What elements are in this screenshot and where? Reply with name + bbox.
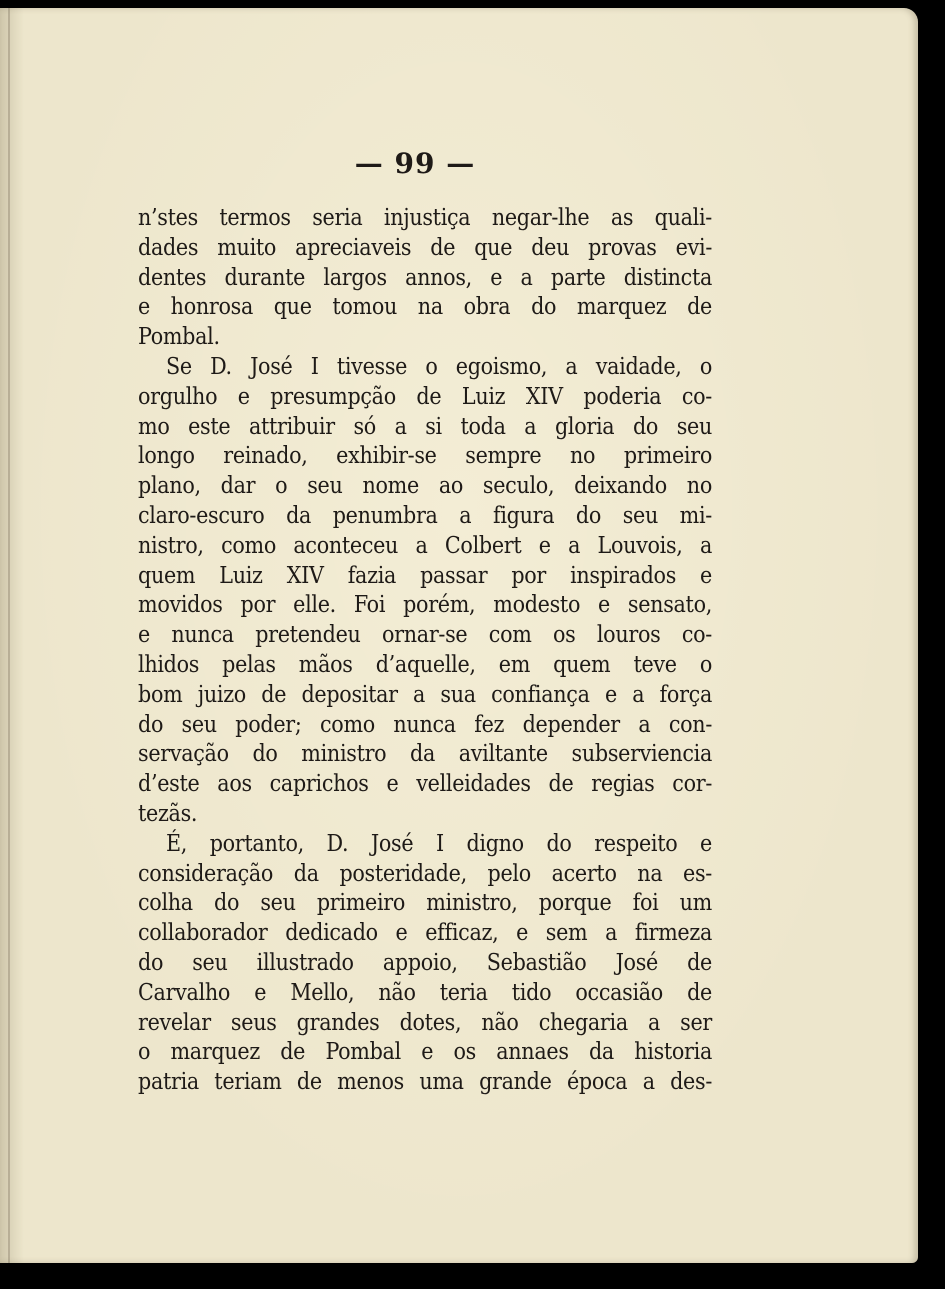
book-page <box>0 8 918 1263</box>
text-line: tezãs. <box>138 800 198 827</box>
text-line: bom juizo de depositar a sua confiança e a força <box>138 681 712 708</box>
text-line: collaborador dedicado e efficaz, e sem a firmeza <box>138 920 712 947</box>
text-line: quem Luiz XIV fazia passar por inspirados e <box>138 562 712 589</box>
text-line: dades muito apreciaveis de que deu provas evi- <box>138 234 712 261</box>
text-line: nistro, como aconteceu a Colbert e a Louvois, a <box>138 532 712 559</box>
text-line: colha do seu primeiro ministro, porque foi um <box>138 890 712 917</box>
text-line: revelar seus grandes dotes, não chegaria a ser <box>138 1009 712 1036</box>
text-line: plano, dar o seu nome ao seculo, deixando no <box>138 473 712 500</box>
text-line: lhidos pelas mãos d’aquelle, em quem teve o <box>138 651 712 678</box>
text-line: d’este aos caprichos e velleidades de regias cor- <box>138 771 712 798</box>
text-line: movidos por elle. Foi porém, modesto e sensato, <box>138 592 712 619</box>
text-line: e honrosa que tomou na obra do marquez de <box>138 294 712 321</box>
text-line: É, portanto, D. José I digno do respeito e <box>166 830 712 857</box>
text-line: e nunca pretendeu ornar-se com os louros co- <box>138 622 712 649</box>
text-line: servação do ministro da aviltante subserviencia <box>138 741 712 768</box>
body-text <box>138 204 712 1098</box>
text-line: orgulho e presumpção de Luiz XIV poderia co- <box>138 383 712 410</box>
text-line: consideração da posteridade, pelo acerto na es- <box>138 860 712 887</box>
text-line: do seu illustrado appoio, Sebastião José de <box>138 949 712 976</box>
page-gutter <box>8 8 10 1263</box>
text-line: do seu poder; como nunca fez depender a con- <box>138 711 712 738</box>
page-number: — 99 — <box>354 147 476 180</box>
text-line: Pombal. <box>138 324 220 351</box>
text-line: longo reinado, exhibir-se sempre no primeiro <box>138 443 712 470</box>
text-line: claro-escuro da penumbra a figura do seu mi- <box>138 502 712 529</box>
text-line: patria teriam de menos uma grande época a des- <box>138 1069 712 1096</box>
text-line: Se D. José I tivesse o egoismo, a vaidade, o <box>166 353 712 380</box>
text-line: n’stes termos seria injustiça negar-lhe as quali- <box>138 205 712 231</box>
text-line: mo este attribuir só a si toda a gloria do seu <box>138 413 712 440</box>
text-line: o marquez de Pombal e os annaes da historia <box>138 1039 712 1066</box>
text-line: dentes durante largos annos, e a parte distincta <box>138 264 712 291</box>
text-line: Carvalho e Mello, não teria tido occasião de <box>138 979 712 1006</box>
